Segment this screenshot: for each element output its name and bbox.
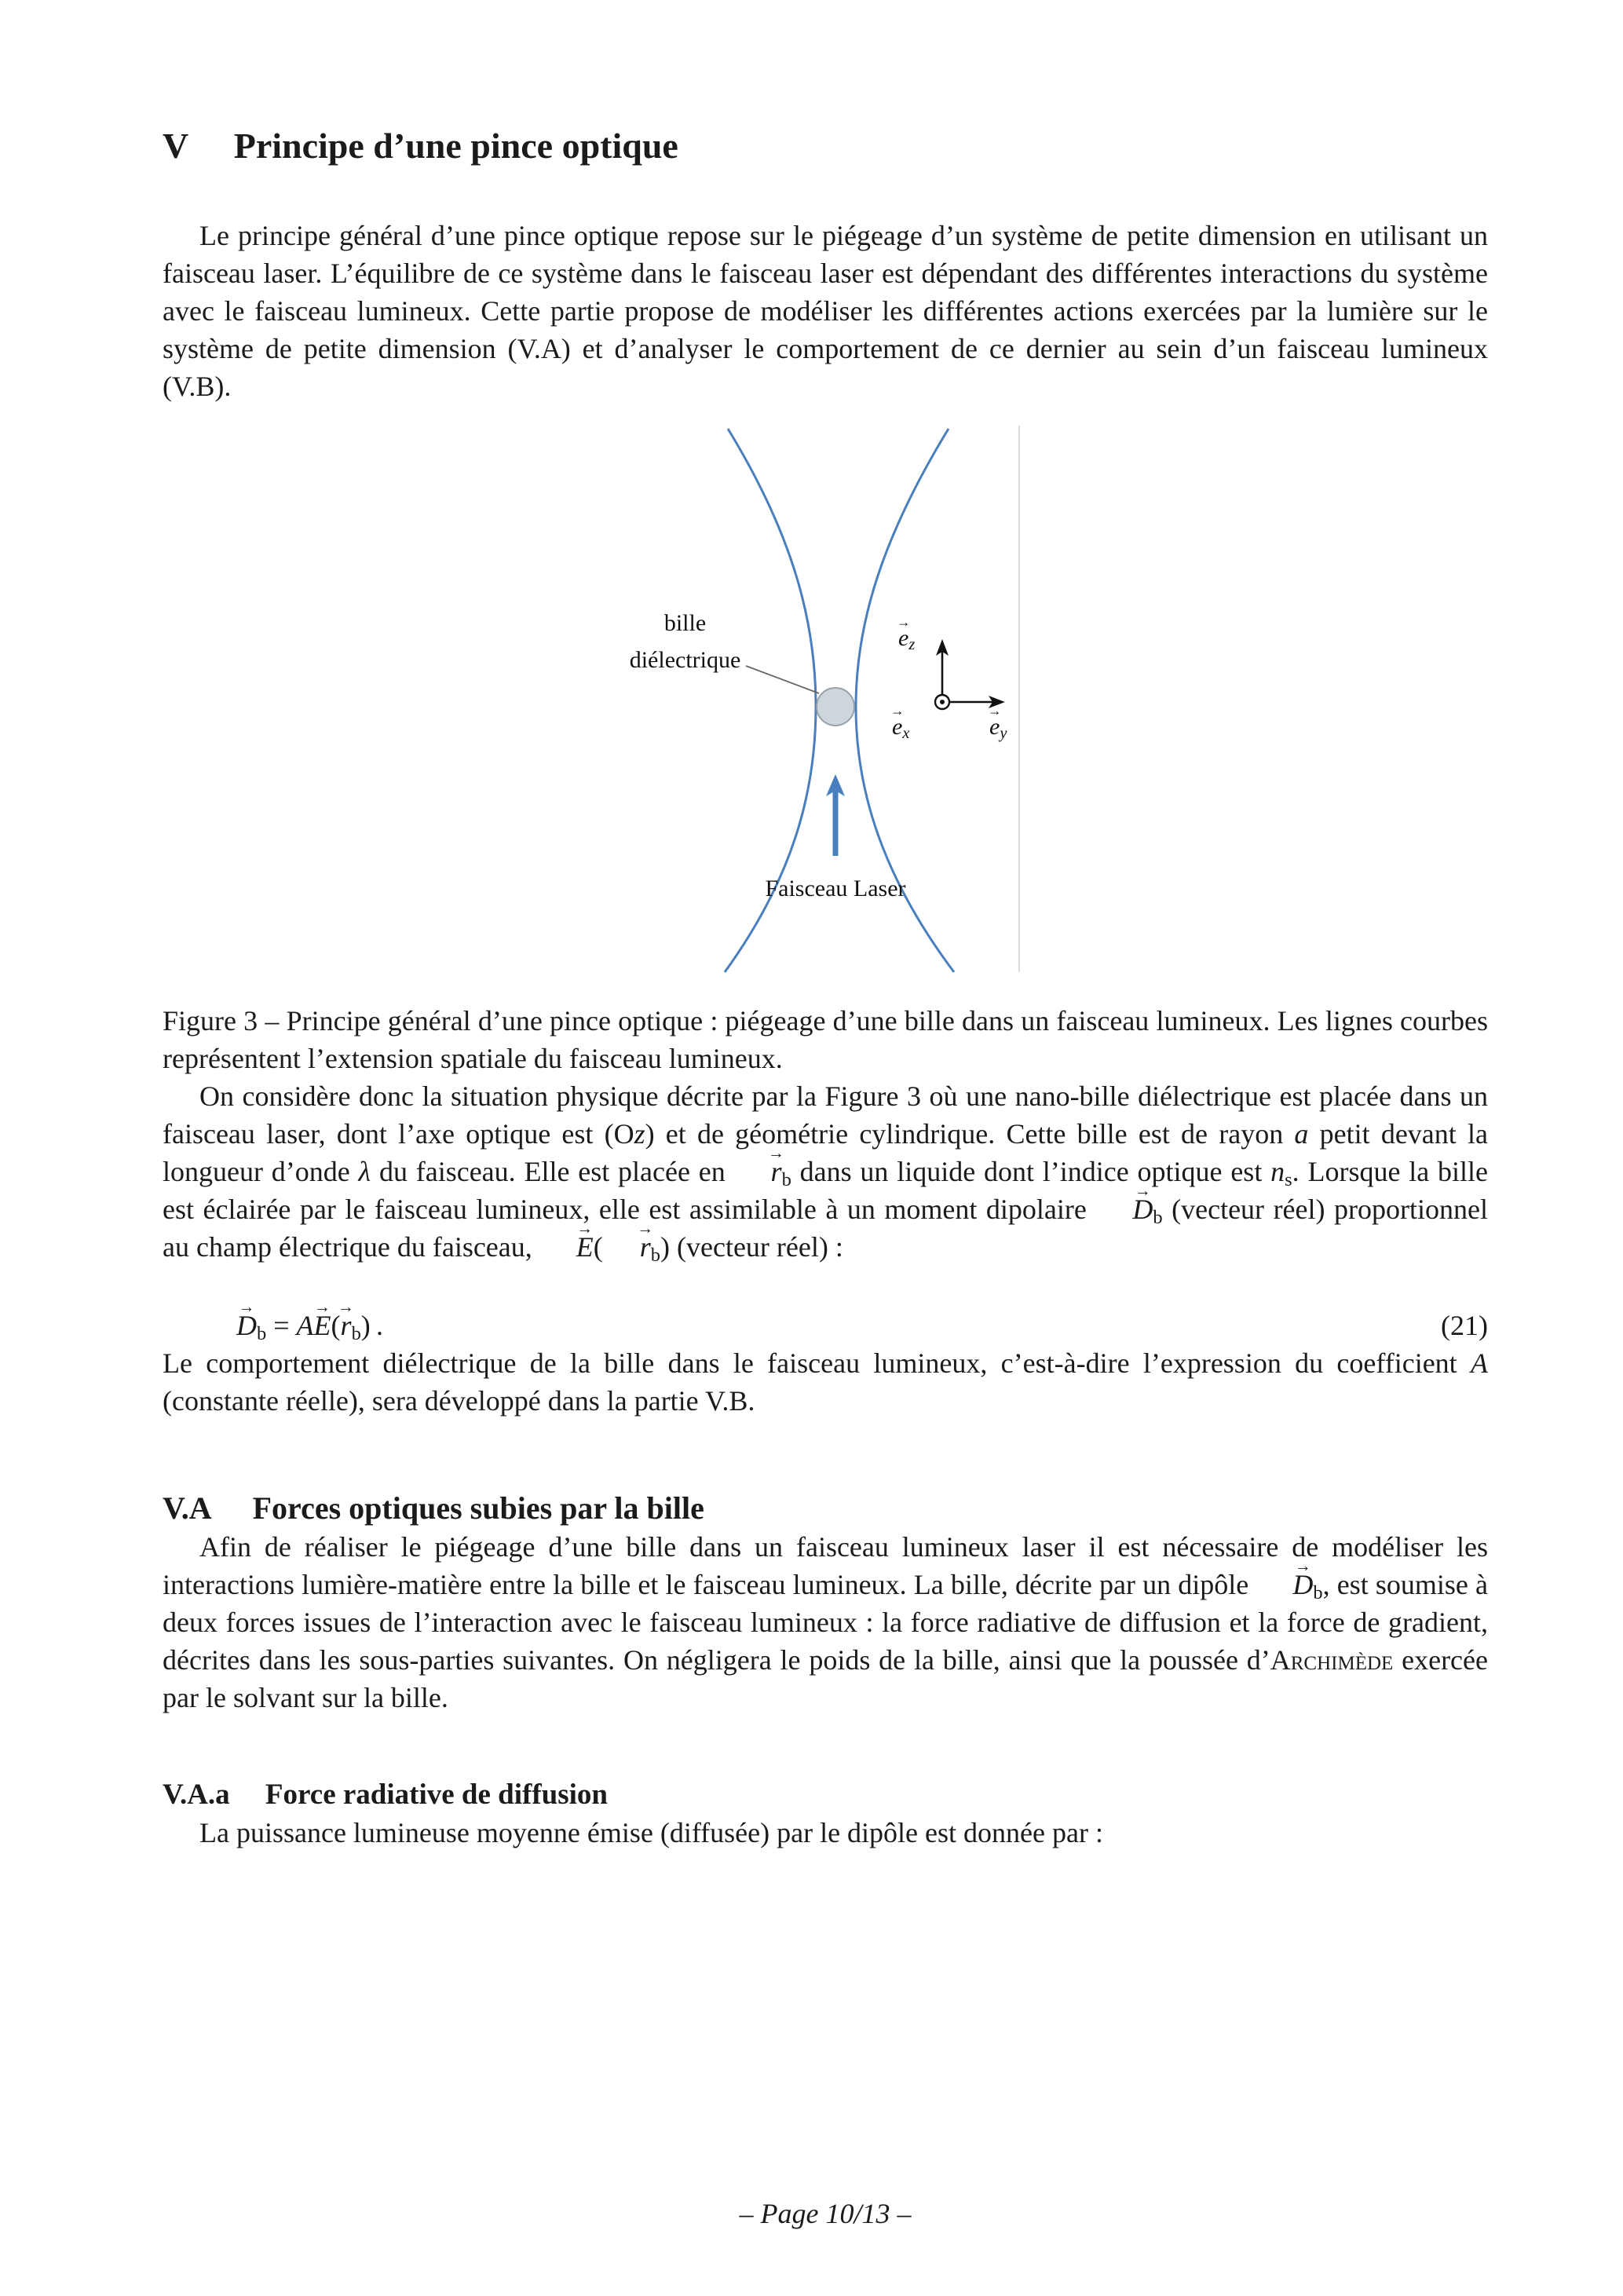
bead-label-line1: bille [663, 610, 707, 636]
bead-label [612, 605, 758, 678]
subsubsection-title: Force radiative de diffusion [265, 1779, 609, 1811]
vector-ey-base: e → [989, 715, 1000, 739]
subsection-number: V.A [163, 1490, 212, 1526]
page-footer: – Page 10/13 – [739, 2198, 912, 2229]
bead-label-line2: diélectrique [629, 647, 741, 673]
vector-ez-sub: z [908, 636, 916, 654]
section-heading [163, 124, 1488, 168]
dielectric-bead [817, 688, 854, 726]
equation-number: (21) [1441, 1310, 1488, 1341]
axis-ex-dot [940, 700, 945, 704]
vector-ex-sub: x [902, 725, 910, 743]
figure-optical-tweezers [629, 426, 1044, 975]
axis-label-ex [892, 708, 909, 745]
equation-body: $D \to_b$ = AE $\to(r \to_b)$ . [236, 1307, 383, 1344]
subsection-heading [163, 1489, 1488, 1528]
subsection-title: Forces optiques subies par la bille [252, 1490, 704, 1526]
axis-label-ey [989, 708, 1007, 745]
power-paragraph: La puissance lumineuse moyenne émise (diffusée) par le dipôle est donnée par : [199, 1817, 1103, 1848]
figure-caption: Figure 3 – Principe général d’une pince optique : piégeage d’une bille dans un faisceau lumineux. Les lignes courbes représentent l’extension spatiale du faisceau lumineux. [163, 1005, 1488, 1074]
vector-ey-sub: y [1000, 725, 1007, 743]
forces-paragraph: Afin de réaliser le piégeage d’une bille dans un faisceau lumineux laser il est nécessaire de modéliser les interactions lumière-matière entre la bille et le faisceau lumineux. La bille, décrite par un dipôle $D \to_b$, est soumise à deux forces issues de l’interaction avec le faisceau lumineux : la force radiative de diffusion et la force de gradient, décrites dans les sous-parties suivantes. On négligera le poids de la bille, ainsi que la poussée d’Archimède exercée par le solvant sur la bille. [163, 1528, 1488, 1717]
section-title: Principe d’une pince optique [233, 126, 678, 166]
laser-beam-label: Faisceau Laser [765, 876, 906, 901]
section-number: V [163, 126, 189, 166]
content-column [163, 124, 1488, 1852]
axis-label-ez [898, 620, 915, 656]
coefficient-paragraph: Le comportement diélectrique de la bille dans le faisceau lumineux, c’est-à-dire l’expression du coefficient A (constante réelle), sera développé dans la partie V.B. [163, 1347, 1488, 1417]
vector-ez-base: e → [898, 627, 908, 650]
intro-paragraph: Le principe général d’une pince optique repose sur le piégeage d’un système de petite dimension en utilisant un faisceau laser. L’équilibre de ce système dans le faisceau laser est dépendant des différentes interactions du système avec le faisceau lumineux. Cette partie propose de modéliser les différentes actions exercées par la lumière sur le système de petite dimension (V.A) et d’analyser le comportement de ce dernier au sein d’un faisceau lumineux (V.B). [163, 220, 1488, 402]
vector-ex-base: e → [892, 715, 902, 739]
subsubsection-number: V.A.a [163, 1779, 230, 1811]
situation-paragraph: On considère donc la situation physique décrite par la Figure 3 où une nano-bille diélectrique est placée dans un faisceau laser, dont l’axe optique est (Oz) et de géométrie cylindrique. Cette bille est de rayon a petit devant la longueur d’onde λ du faisceau. Elle est placée en $r \to_b$ dans un liquide dont l’indice optique est $n_s$. Lorsque la bille est éclairée par le faisceau lumineux, elle est assimilable à un moment dipolaire $D \to_b$ (vecteur réel) proportionnel au champ électrique du faisceau, E →( $r \to_b$) (vecteur réel) : [163, 1077, 1488, 1266]
equation-21 [163, 1307, 1488, 1344]
subsubsection-heading [163, 1776, 1488, 1814]
